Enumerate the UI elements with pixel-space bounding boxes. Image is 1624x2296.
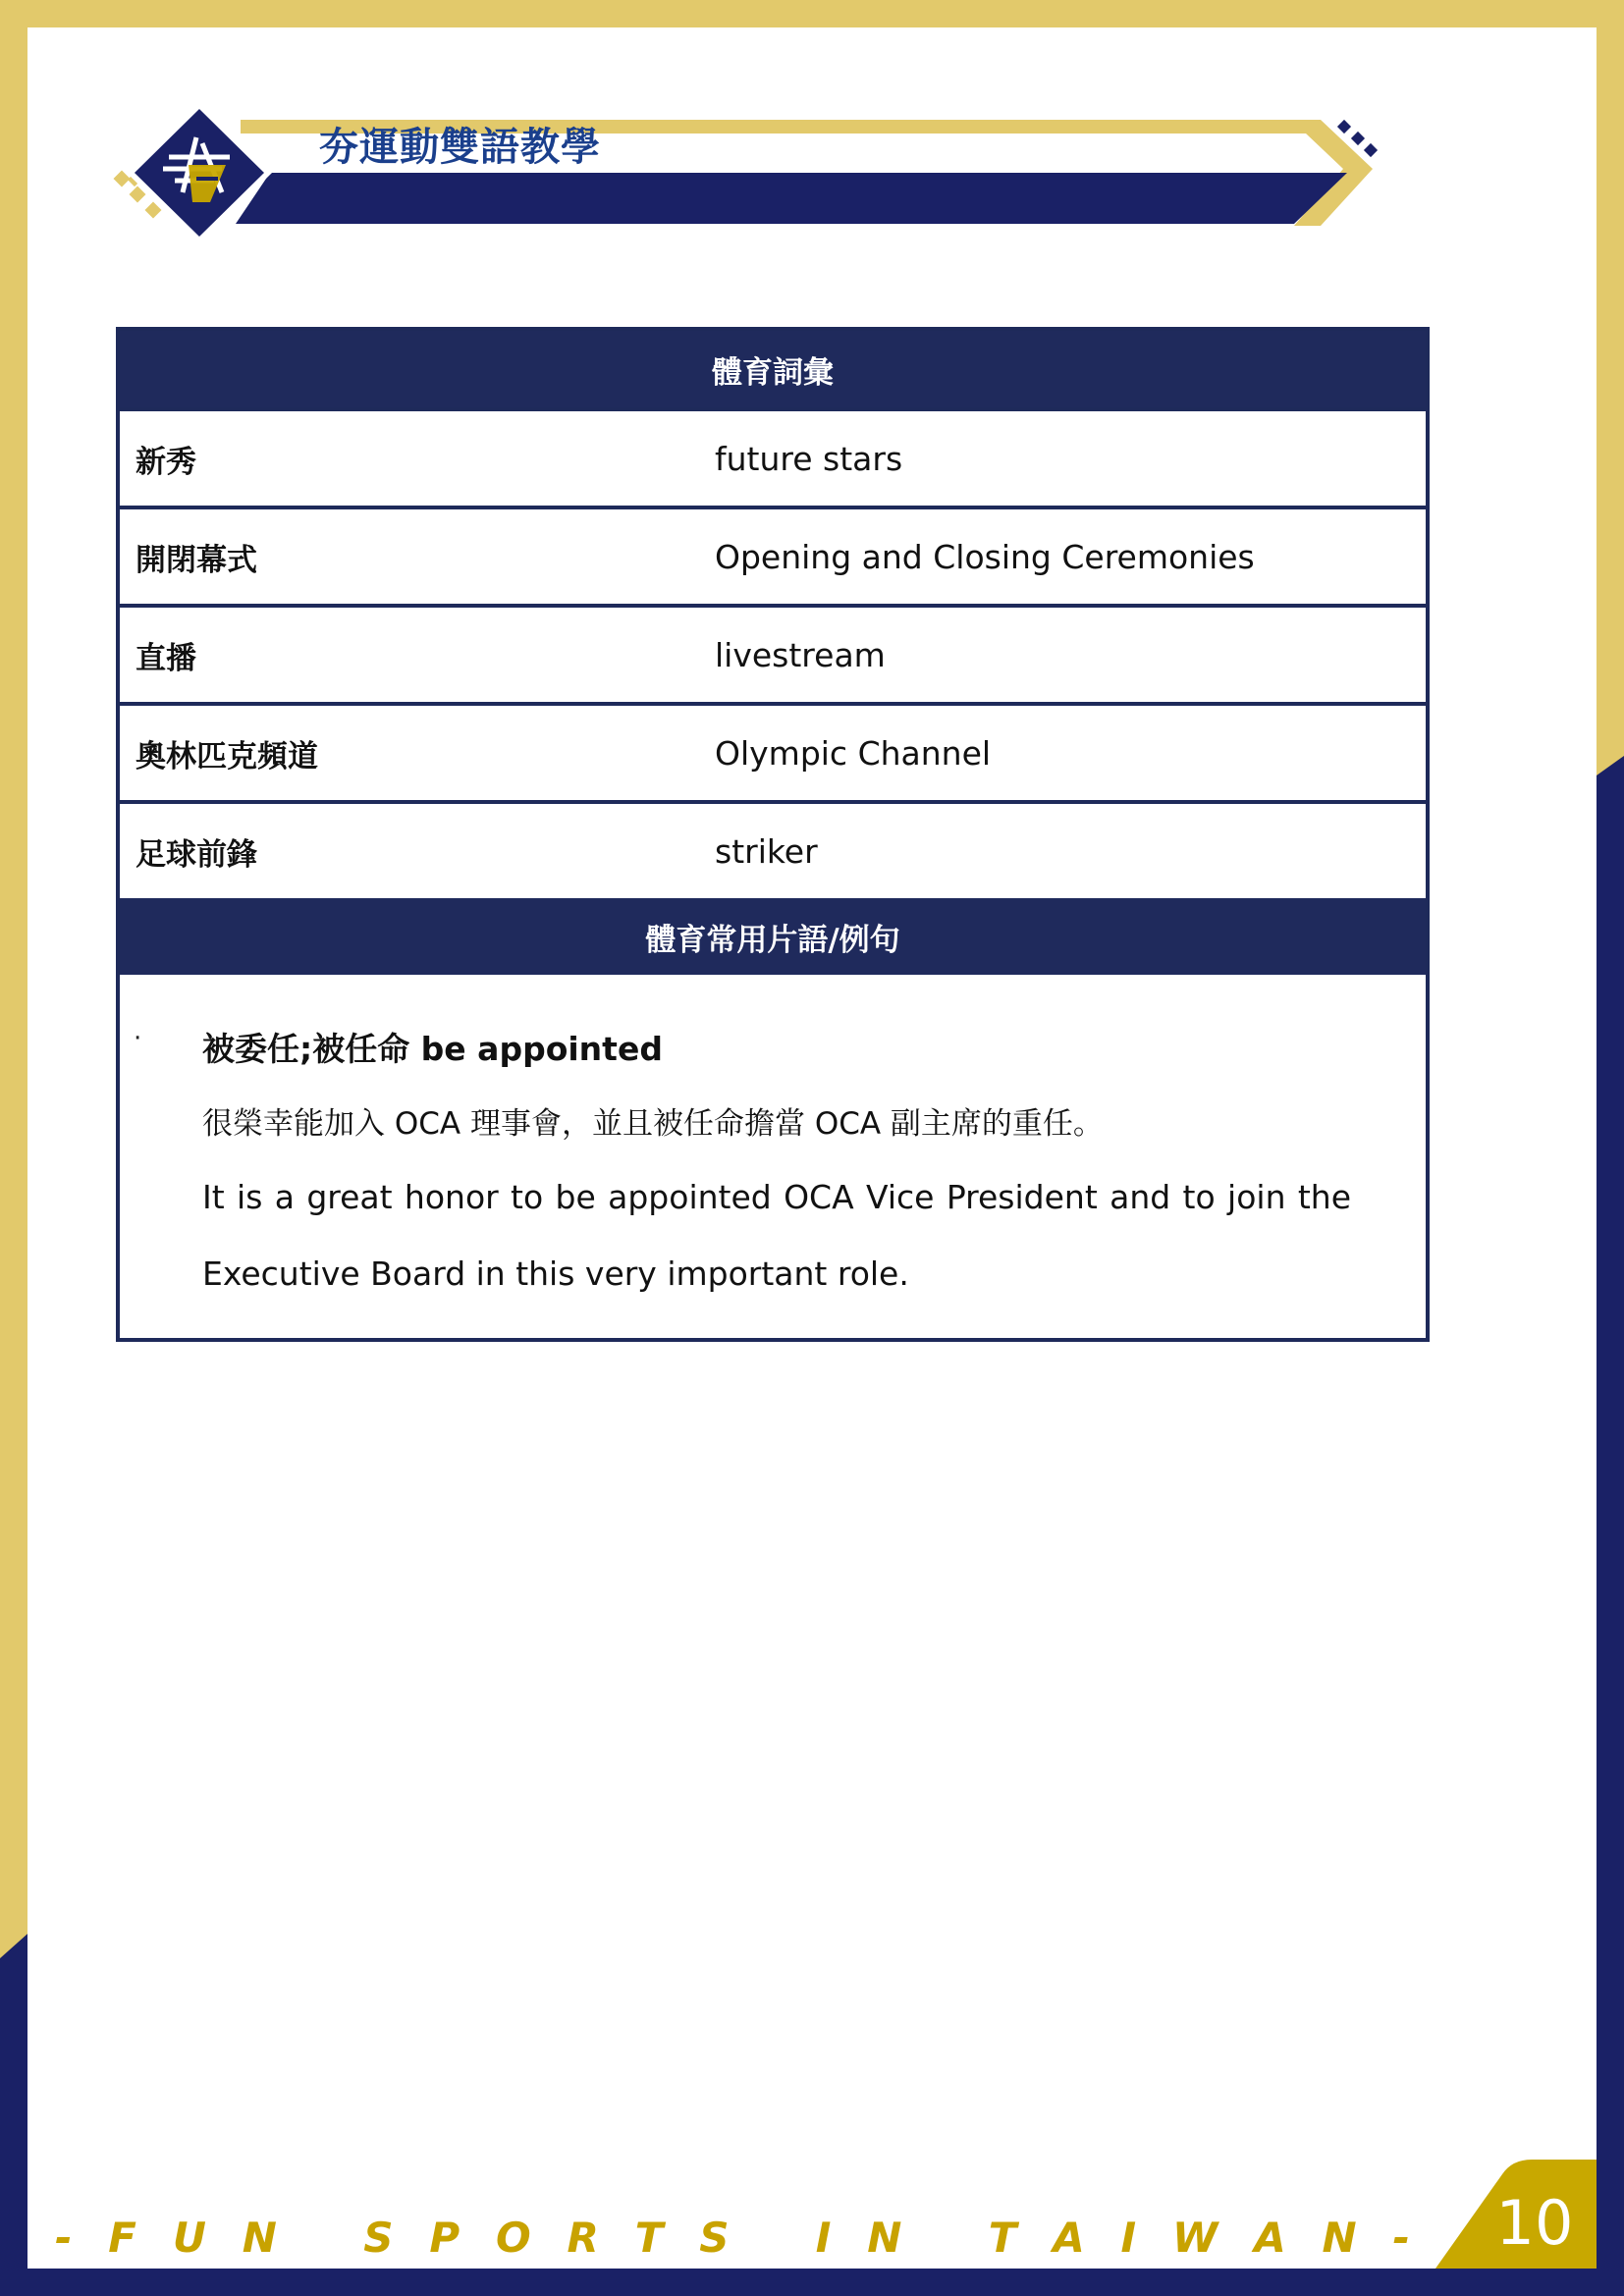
- page-title: 夯運動雙語教學: [319, 125, 601, 170]
- term-english: livestream: [715, 635, 886, 674]
- table-row: [120, 800, 1426, 898]
- phrase-term: 被委任;被任命 be appointed: [202, 1030, 663, 1068]
- term-english: striker: [715, 831, 818, 871]
- banner-square: [1351, 132, 1365, 145]
- term-english: Opening and Closing Ceremonies: [715, 537, 1255, 576]
- term-chinese: 開閉幕式: [135, 542, 257, 578]
- phrases-heading: 體育常用片語/例句: [120, 898, 1426, 975]
- footer-slogan: - F U N S P O R T S I N T A I W A N -: [55, 2214, 1422, 2262]
- term-english: Olympic Channel: [715, 733, 992, 773]
- term-english: future stars: [715, 439, 903, 478]
- banner-square: [1364, 143, 1378, 157]
- term-chinese: 新秀: [135, 444, 196, 480]
- term-chinese: 奧林匹克頻道: [135, 738, 318, 774]
- example-sentence-chinese: 很榮幸能加入 OCA 理事會，並且被任命擔當 OCA 副主席的重任。: [202, 1106, 1104, 1142]
- term-chinese: 直播: [135, 640, 196, 676]
- table-row: [120, 604, 1426, 702]
- gold-frame-top: [0, 0, 1624, 27]
- navy-frame-left: [0, 1934, 27, 2296]
- navy-frame-bottom: [0, 2269, 1624, 2296]
- navy-frame-right: [1597, 756, 1624, 2296]
- table-row: [120, 506, 1426, 604]
- table-row: [120, 702, 1426, 800]
- vocabulary-table: [116, 327, 1430, 1342]
- page-number: 10: [1495, 2187, 1574, 2259]
- vocabulary-heading: 體育詞彙: [120, 331, 1426, 407]
- banner-square: [1337, 120, 1351, 133]
- example-sentence-english: It is a great honor to be appointed OCA Vice President and to join the Executive Board in this very important role.: [202, 1178, 1351, 1293]
- term-chinese: 足球前鋒: [135, 836, 257, 873]
- banner-navy-stripe: [236, 173, 1347, 224]
- table-row: [120, 407, 1426, 506]
- phrase-list: [120, 975, 1426, 1338]
- gold-frame-right: [1597, 0, 1624, 775]
- bullet-marker: ·: [134, 1024, 142, 1053]
